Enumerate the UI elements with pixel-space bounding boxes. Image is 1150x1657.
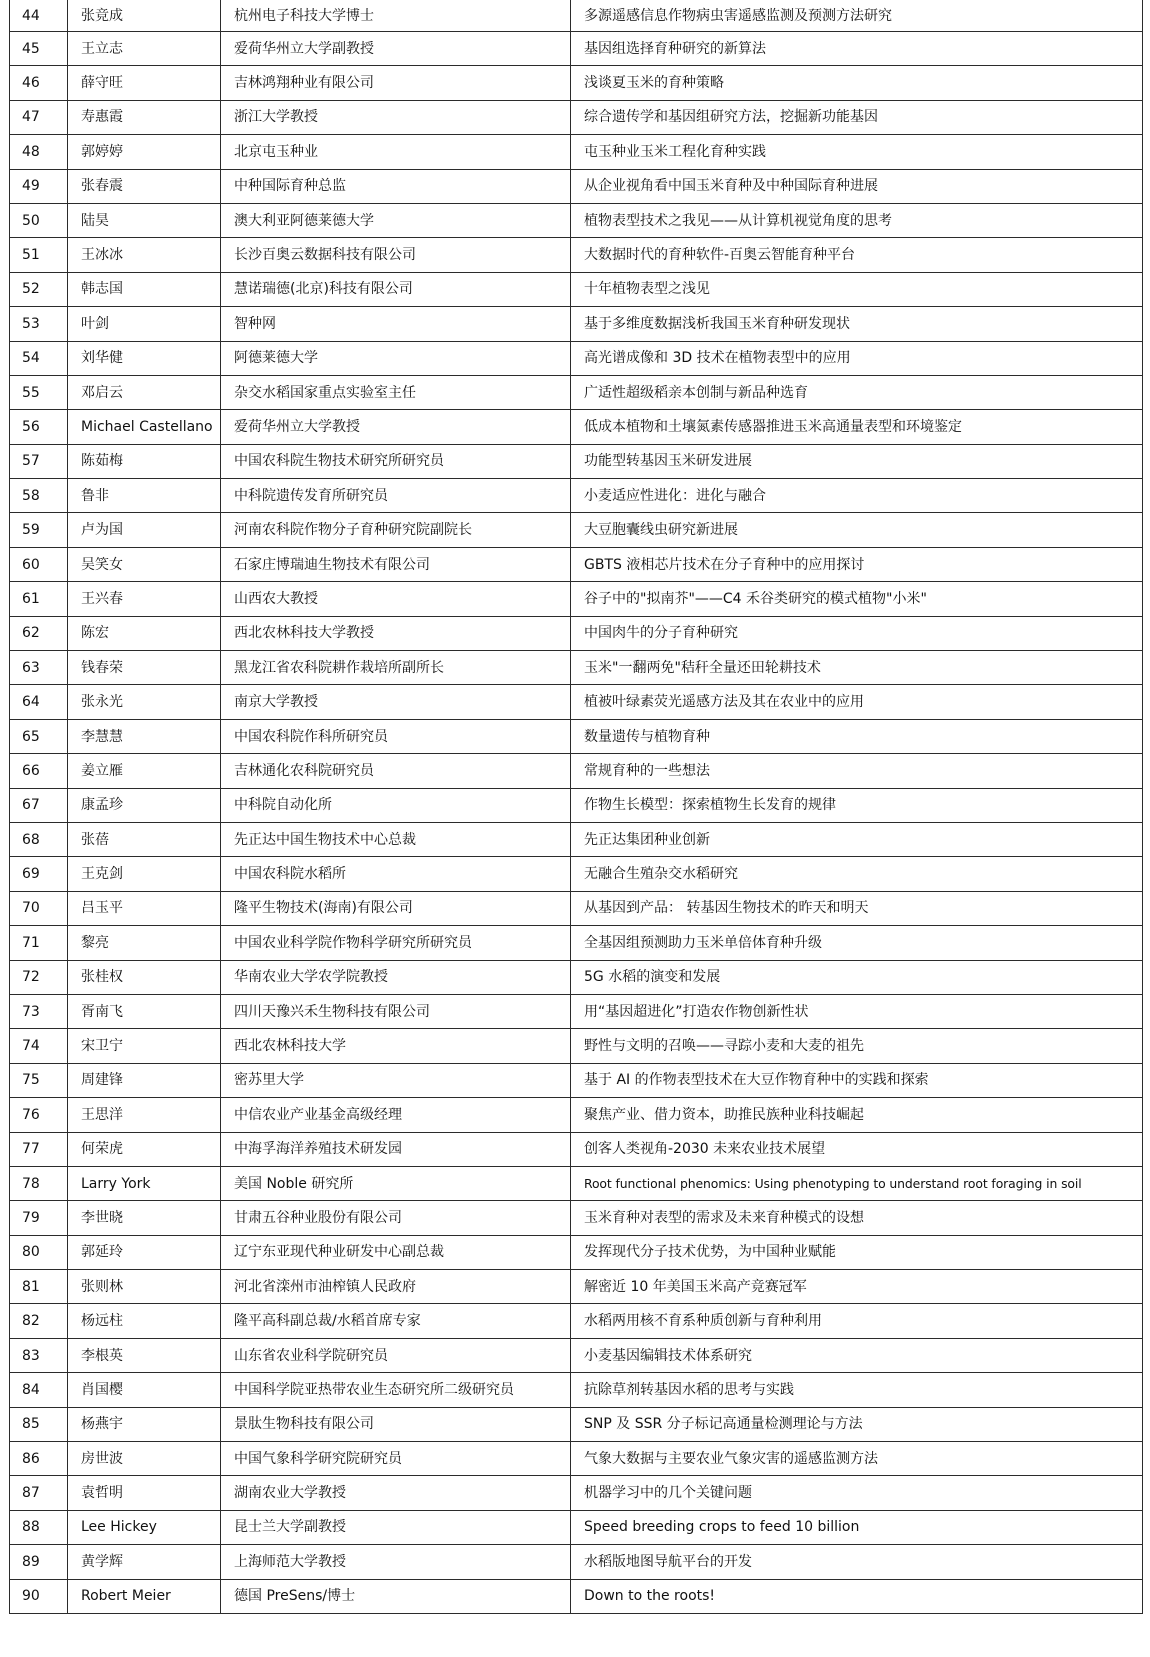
table-row: [10, 307, 1143, 341]
row-number-cell: 47: [10, 100, 68, 134]
row-number-cell: 86: [10, 1442, 68, 1476]
speaker-name-cell: 张桂权: [68, 960, 221, 994]
speaker-name-cell: 郭延玲: [68, 1235, 221, 1269]
row-number-cell: 58: [10, 479, 68, 513]
talk-title-cell: 植被叶绿素荧光遥感方法及其在农业中的应用: [571, 685, 1143, 719]
table-row: [10, 1098, 1143, 1132]
affiliation-cell: 爱荷华州立大学副教授: [221, 32, 571, 66]
talk-title-cell: 玉米育种对表型的需求及未来育种模式的设想: [571, 1201, 1143, 1235]
speaker-name-cell: 李世晓: [68, 1201, 221, 1235]
row-number-cell: 74: [10, 1029, 68, 1063]
table-row: [10, 341, 1143, 375]
row-number-cell: 85: [10, 1407, 68, 1441]
talk-title-cell: 聚焦产业、借力资本，助推民族种业科技崛起: [571, 1098, 1143, 1132]
row-number-cell: 79: [10, 1201, 68, 1235]
speaker-name-cell: 吕玉平: [68, 891, 221, 925]
affiliation-cell: 慧诺瑞德(北京)科技有限公司: [221, 272, 571, 306]
affiliation-cell: 隆平生物技术(海南)有限公司: [221, 891, 571, 925]
table-row: [10, 66, 1143, 100]
talk-title-cell: 十年植物表型之浅见: [571, 272, 1143, 306]
speaker-name-cell: 韩志国: [68, 272, 221, 306]
row-number-cell: 52: [10, 272, 68, 306]
talk-title-cell: 作物生长模型：探索植物生长发育的规律: [571, 788, 1143, 822]
talk-title-cell: 小麦适应性进化：进化与融合: [571, 479, 1143, 513]
row-number-cell: 50: [10, 203, 68, 237]
table-row: [10, 444, 1143, 478]
talk-title-cell: 中国肉牛的分子育种研究: [571, 616, 1143, 650]
affiliation-cell: 华南农业大学农学院教授: [221, 960, 571, 994]
row-number-cell: 49: [10, 169, 68, 203]
speaker-name-cell: 姜立雁: [68, 754, 221, 788]
affiliation-cell: 河北省滦州市油榨镇人民政府: [221, 1270, 571, 1304]
talk-title-cell: 机器学习中的几个关键问题: [571, 1476, 1143, 1510]
talk-title-cell: 抗除草剂转基因水稻的思考与实践: [571, 1373, 1143, 1407]
talk-title-cell: 大数据时代的育种软件-百奥云智能育种平台: [571, 238, 1143, 272]
table-row: [10, 0, 1143, 32]
speaker-name-cell: 王思洋: [68, 1098, 221, 1132]
talk-title-cell: 浅谈夏玉米的育种策略: [571, 66, 1143, 100]
talk-title-cell: 大豆胞囊线虫研究新进展: [571, 513, 1143, 547]
table-row: [10, 1510, 1143, 1544]
affiliation-cell: 中国科学院亚热带农业生态研究所二级研究员: [221, 1373, 571, 1407]
table-row: [10, 1407, 1143, 1441]
talk-title-cell: 基于多维度数据浅析我国玉米育种研发现状: [571, 307, 1143, 341]
affiliation-cell: 杂交水稻国家重点实验室主任: [221, 375, 571, 409]
talk-title-cell: 5G 水稻的演变和发展: [571, 960, 1143, 994]
talk-title-cell: GBTS 液相芯片技术在分子育种中的应用探讨: [571, 547, 1143, 581]
talk-title-cell: 水稻版地图导航平台的开发: [571, 1545, 1143, 1579]
affiliation-cell: 阿德莱德大学: [221, 341, 571, 375]
row-number-cell: 45: [10, 32, 68, 66]
table-row: [10, 1373, 1143, 1407]
affiliation-cell: 昆士兰大学副教授: [221, 1510, 571, 1544]
row-number-cell: 80: [10, 1235, 68, 1269]
affiliation-cell: 北京屯玉种业: [221, 135, 571, 169]
speaker-name-cell: 袁哲明: [68, 1476, 221, 1510]
row-number-cell: 70: [10, 891, 68, 925]
table-row: [10, 1132, 1143, 1166]
affiliation-cell: 中国农科院生物技术研究所研究员: [221, 444, 571, 478]
affiliation-cell: 中国农科院作科所研究员: [221, 719, 571, 753]
affiliation-cell: 爱荷华州立大学教授: [221, 410, 571, 444]
talk-title-cell: 多源遥感信息作物病虫害遥感监测及预测方法研究: [571, 0, 1143, 32]
table-row: [10, 169, 1143, 203]
talk-title-cell: 全基因组预测助力玉米单倍体育种升级: [571, 926, 1143, 960]
row-number-cell: 84: [10, 1373, 68, 1407]
talk-title-cell: 发挥现代分子技术优势，为中国种业赋能: [571, 1235, 1143, 1269]
row-number-cell: 60: [10, 547, 68, 581]
speaker-table-body: [10, 0, 1143, 1613]
table-row: [10, 1063, 1143, 1097]
row-number-cell: 51: [10, 238, 68, 272]
row-number-cell: 89: [10, 1545, 68, 1579]
speaker-name-cell: 张则林: [68, 1270, 221, 1304]
talk-title-cell: 用“基因超进化”打造农作物创新性状: [571, 994, 1143, 1028]
affiliation-cell: 石家庄博瑞迪生物技术有限公司: [221, 547, 571, 581]
talk-title-cell: 植物表型技术之我见——从计算机视觉角度的思考: [571, 203, 1143, 237]
speaker-name-cell: 李慧慧: [68, 719, 221, 753]
affiliation-cell: 南京大学教授: [221, 685, 571, 719]
affiliation-cell: 中科院自动化所: [221, 788, 571, 822]
table-row: [10, 582, 1143, 616]
table-row: [10, 32, 1143, 66]
talk-title-cell: 基于 AI 的作物表型技术在大豆作物育种中的实践和探索: [571, 1063, 1143, 1097]
table-row: [10, 1545, 1143, 1579]
speaker-name-cell: 张蓓: [68, 822, 221, 856]
speaker-name-cell: 黎亮: [68, 926, 221, 960]
talk-title-cell: 解密近 10 年美国玉米高产竞赛冠军: [571, 1270, 1143, 1304]
affiliation-cell: 西北农林科技大学: [221, 1029, 571, 1063]
speaker-name-cell: 张永光: [68, 685, 221, 719]
affiliation-cell: 中信农业产业基金高级经理: [221, 1098, 571, 1132]
table-row: [10, 719, 1143, 753]
row-number-cell: 83: [10, 1338, 68, 1372]
affiliation-cell: 美国 Noble 研究所: [221, 1166, 571, 1200]
affiliation-cell: 吉林鸿翔种业有限公司: [221, 66, 571, 100]
table-row: [10, 1442, 1143, 1476]
affiliation-cell: 中海孚海洋养殖技术研发园: [221, 1132, 571, 1166]
affiliation-cell: 中科院遗传发育所研究员: [221, 479, 571, 513]
speaker-name-cell: 宋卫宁: [68, 1029, 221, 1063]
table-row: [10, 1270, 1143, 1304]
row-number-cell: 53: [10, 307, 68, 341]
speaker-name-cell: 钱春荣: [68, 651, 221, 685]
talk-title-cell: 综合遗传学和基因组研究方法，挖掘新功能基因: [571, 100, 1143, 134]
speaker-name-cell: 郭婷婷: [68, 135, 221, 169]
row-number-cell: 72: [10, 960, 68, 994]
speaker-name-cell: 陆昊: [68, 203, 221, 237]
affiliation-cell: 长沙百奥云数据科技有限公司: [221, 238, 571, 272]
talk-title-cell: 从基因到产品： 转基因生物技术的昨天和明天: [571, 891, 1143, 925]
speaker-name-cell: 吴笑女: [68, 547, 221, 581]
table-row: [10, 822, 1143, 856]
speaker-name-cell: 黄学辉: [68, 1545, 221, 1579]
talk-title-cell: 高光谱成像和 3D 技术在植物表型中的应用: [571, 341, 1143, 375]
speaker-name-cell: 王兴春: [68, 582, 221, 616]
talk-title-cell: 野性与文明的召唤——寻踪小麦和大麦的祖先: [571, 1029, 1143, 1063]
speaker-name-cell: 何荣虎: [68, 1132, 221, 1166]
row-number-cell: 73: [10, 994, 68, 1028]
talk-title-cell: Down to the roots!: [571, 1579, 1143, 1613]
table-row: [10, 1235, 1143, 1269]
affiliation-cell: 山西农大教授: [221, 582, 571, 616]
speaker-name-cell: 刘华健: [68, 341, 221, 375]
affiliation-cell: 湖南农业大学教授: [221, 1476, 571, 1510]
affiliation-cell: 隆平高科副总裁/水稻首席专家: [221, 1304, 571, 1338]
talk-title-cell: Root functional phenomics: Using phenotyping to understand root foraging in soil: [571, 1166, 1143, 1200]
affiliation-cell: 吉林通化农科院研究员: [221, 754, 571, 788]
speaker-name-cell: 张春震: [68, 169, 221, 203]
talk-title-cell: 无融合生殖杂交水稻研究: [571, 857, 1143, 891]
table-row: [10, 685, 1143, 719]
row-number-cell: 69: [10, 857, 68, 891]
affiliation-cell: 先正达中国生物技术中心总裁: [221, 822, 571, 856]
talk-title-cell: 广适性超级稻亲本创制与新品种选育: [571, 375, 1143, 409]
row-number-cell: 62: [10, 616, 68, 650]
row-number-cell: 56: [10, 410, 68, 444]
speaker-name-cell: 叶剑: [68, 307, 221, 341]
speaker-name-cell: Lee Hickey: [68, 1510, 221, 1544]
speaker-name-cell: 王冰冰: [68, 238, 221, 272]
row-number-cell: 78: [10, 1166, 68, 1200]
row-number-cell: 48: [10, 135, 68, 169]
table-row: [10, 1029, 1143, 1063]
speaker-table: [9, 0, 1143, 1614]
table-row: [10, 479, 1143, 513]
talk-title-cell: 屯玉种业玉米工程化育种实践: [571, 135, 1143, 169]
speaker-name-cell: 张竞成: [68, 0, 221, 32]
table-row: [10, 238, 1143, 272]
affiliation-cell: 西北农林科技大学教授: [221, 616, 571, 650]
table-row: [10, 994, 1143, 1028]
affiliation-cell: 澳大利亚阿德莱德大学: [221, 203, 571, 237]
row-number-cell: 57: [10, 444, 68, 478]
talk-title-cell: 创客人类视角-2030 未来农业技术展望: [571, 1132, 1143, 1166]
row-number-cell: 61: [10, 582, 68, 616]
talk-title-cell: 常规育种的一些想法: [571, 754, 1143, 788]
speaker-name-cell: Robert Meier: [68, 1579, 221, 1613]
table-row: [10, 375, 1143, 409]
talk-title-cell: 先正达集团种业创新: [571, 822, 1143, 856]
speaker-name-cell: 胥南飞: [68, 994, 221, 1028]
row-number-cell: 55: [10, 375, 68, 409]
affiliation-cell: 上海师范大学教授: [221, 1545, 571, 1579]
speaker-name-cell: 寿惠霞: [68, 100, 221, 134]
table-row: [10, 547, 1143, 581]
affiliation-cell: 中国农业科学院作物科学研究所研究员: [221, 926, 571, 960]
talk-title-cell: 数量遗传与植物育种: [571, 719, 1143, 753]
affiliation-cell: 景肽生物科技有限公司: [221, 1407, 571, 1441]
speaker-name-cell: 王克剑: [68, 857, 221, 891]
speaker-name-cell: 周建锋: [68, 1063, 221, 1097]
affiliation-cell: 山东省农业科学院研究员: [221, 1338, 571, 1372]
affiliation-cell: 黑龙江省农科院耕作栽培所副所长: [221, 651, 571, 685]
table-row: [10, 272, 1143, 306]
row-number-cell: 81: [10, 1270, 68, 1304]
speaker-name-cell: 卢为国: [68, 513, 221, 547]
row-number-cell: 87: [10, 1476, 68, 1510]
row-number-cell: 66: [10, 754, 68, 788]
speaker-name-cell: 房世波: [68, 1442, 221, 1476]
talk-title-cell: Speed breeding crops to feed 10 billion: [571, 1510, 1143, 1544]
affiliation-cell: 密苏里大学: [221, 1063, 571, 1097]
speaker-name-cell: 李根英: [68, 1338, 221, 1372]
table-row: [10, 1338, 1143, 1372]
affiliation-cell: 德国 PreSens/博士: [221, 1579, 571, 1613]
row-number-cell: 88: [10, 1510, 68, 1544]
talk-title-cell: 功能型转基因玉米研发进展: [571, 444, 1143, 478]
affiliation-cell: 杭州电子科技大学博士: [221, 0, 571, 32]
talk-title-cell: 小麦基因编辑技术体系研究: [571, 1338, 1143, 1372]
speaker-name-cell: 邓启云: [68, 375, 221, 409]
speaker-name-cell: 薛守旺: [68, 66, 221, 100]
speaker-name-cell: 陈宏: [68, 616, 221, 650]
table-row: [10, 857, 1143, 891]
speaker-name-cell: 康孟珍: [68, 788, 221, 822]
row-number-cell: 59: [10, 513, 68, 547]
row-number-cell: 65: [10, 719, 68, 753]
table-row: [10, 513, 1143, 547]
speaker-name-cell: Larry York: [68, 1166, 221, 1200]
table-row: [10, 1201, 1143, 1235]
talk-title-cell: 谷子中的"拟南芥"——C4 禾谷类研究的模式植物"小米": [571, 582, 1143, 616]
speaker-name-cell: 杨远柱: [68, 1304, 221, 1338]
speaker-name-cell: Michael Castellano: [68, 410, 221, 444]
affiliation-cell: 中国农科院水稻所: [221, 857, 571, 891]
speaker-table-page: [9, 0, 1142, 1614]
table-row: [10, 410, 1143, 444]
table-row: [10, 135, 1143, 169]
table-row: [10, 1304, 1143, 1338]
affiliation-cell: 智种网: [221, 307, 571, 341]
affiliation-cell: 四川天豫兴禾生物科技有限公司: [221, 994, 571, 1028]
talk-title-cell: SNP 及 SSR 分子标记高通量检测理论与方法: [571, 1407, 1143, 1441]
speaker-name-cell: 陈茹梅: [68, 444, 221, 478]
row-number-cell: 46: [10, 66, 68, 100]
affiliation-cell: 河南农科院作物分子育种研究院副院长: [221, 513, 571, 547]
table-row: [10, 1579, 1143, 1613]
table-row: [10, 1476, 1143, 1510]
row-number-cell: 63: [10, 651, 68, 685]
row-number-cell: 71: [10, 926, 68, 960]
affiliation-cell: 中国气象科学研究院研究员: [221, 1442, 571, 1476]
affiliation-cell: 甘肃五谷种业股份有限公司: [221, 1201, 571, 1235]
speaker-name-cell: 肖国樱: [68, 1373, 221, 1407]
talk-title-cell: 低成本植物和土壤氮素传感器推进玉米高通量表型和环境鉴定: [571, 410, 1143, 444]
talk-title-cell: 气象大数据与主要农业气象灾害的遥感监测方法: [571, 1442, 1143, 1476]
row-number-cell: 75: [10, 1063, 68, 1097]
table-row: [10, 754, 1143, 788]
affiliation-cell: 辽宁东亚现代种业研发中心副总裁: [221, 1235, 571, 1269]
table-row: [10, 960, 1143, 994]
row-number-cell: 76: [10, 1098, 68, 1132]
talk-title-cell: 玉米"一翻两免"秸秆全量还田轮耕技术: [571, 651, 1143, 685]
table-row: [10, 100, 1143, 134]
row-number-cell: 44: [10, 0, 68, 32]
speaker-name-cell: 杨燕宇: [68, 1407, 221, 1441]
table-row: [10, 616, 1143, 650]
table-row: [10, 788, 1143, 822]
talk-title-cell: 基因组选择育种研究的新算法: [571, 32, 1143, 66]
affiliation-cell: 浙江大学教授: [221, 100, 571, 134]
row-number-cell: 68: [10, 822, 68, 856]
row-number-cell: 64: [10, 685, 68, 719]
table-row: [10, 651, 1143, 685]
speaker-name-cell: 王立志: [68, 32, 221, 66]
affiliation-cell: 中种国际育种总监: [221, 169, 571, 203]
speaker-name-cell: 鲁非: [68, 479, 221, 513]
row-number-cell: 82: [10, 1304, 68, 1338]
row-number-cell: 67: [10, 788, 68, 822]
talk-title-cell: 水稻两用核不育系种质创新与育种利用: [571, 1304, 1143, 1338]
table-row: [10, 1166, 1143, 1200]
table-row: [10, 926, 1143, 960]
table-row: [10, 203, 1143, 237]
row-number-cell: 77: [10, 1132, 68, 1166]
row-number-cell: 54: [10, 341, 68, 375]
row-number-cell: 90: [10, 1579, 68, 1613]
table-row: [10, 891, 1143, 925]
talk-title-cell: 从企业视角看中国玉米育种及中种国际育种进展: [571, 169, 1143, 203]
